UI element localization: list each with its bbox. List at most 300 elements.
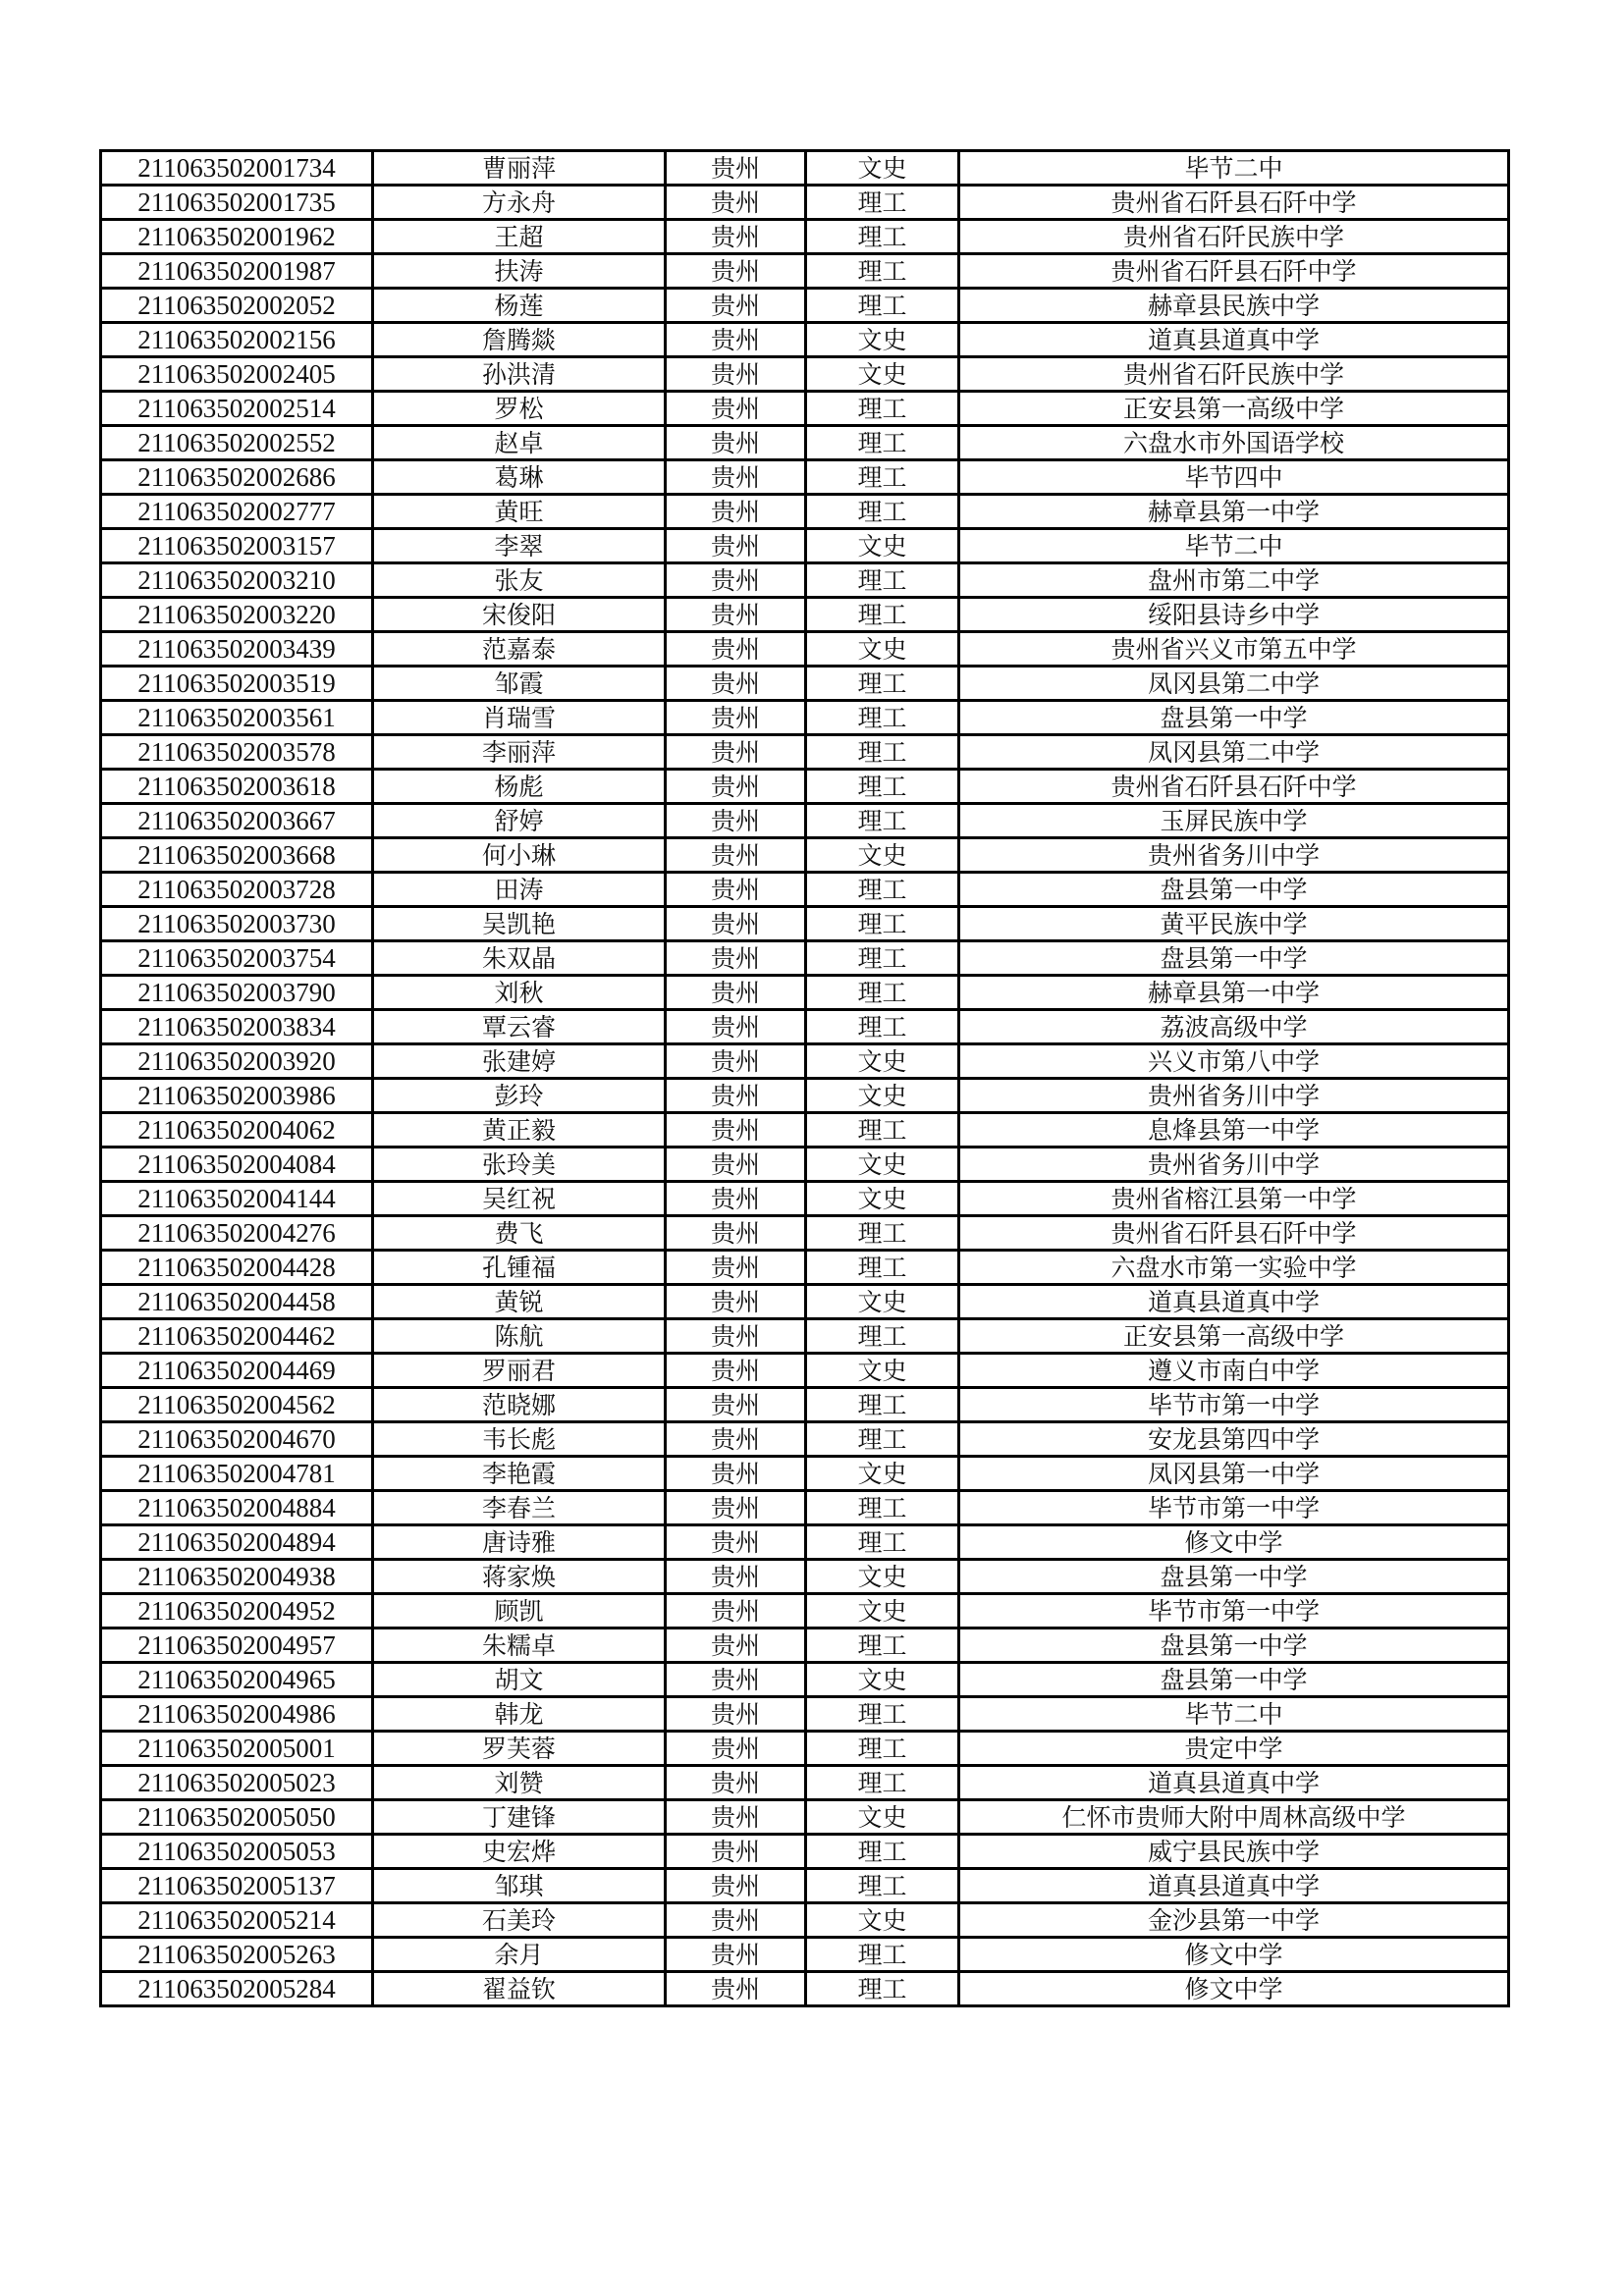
subject-track-cell: 文史 [806, 151, 959, 186]
student-name-cell: 张玲美 [373, 1148, 666, 1182]
province-cell: 贵州 [666, 667, 806, 701]
school-name-cell: 正安县第一高级中学 [959, 1319, 1509, 1354]
school-name-cell: 毕节四中 [959, 460, 1509, 495]
candidate-id-cell: 211063502005137 [101, 1869, 373, 1903]
student-name-cell: 陈航 [373, 1319, 666, 1354]
subject-track-cell: 文史 [806, 1457, 959, 1491]
subject-track-cell: 文史 [806, 1354, 959, 1388]
subject-track-cell: 理工 [806, 1732, 959, 1766]
subject-track-cell: 文史 [806, 632, 959, 667]
student-name-cell: 覃云睿 [373, 1010, 666, 1044]
candidate-id-cell: 211063502003519 [101, 667, 373, 701]
student-name-cell: 史宏烨 [373, 1835, 666, 1869]
province-cell: 贵州 [666, 392, 806, 426]
school-name-cell: 毕节二中 [959, 529, 1509, 563]
student-name-cell: 胡文 [373, 1663, 666, 1697]
student-name-cell: 李丽萍 [373, 735, 666, 770]
table-row [101, 1182, 1509, 1216]
candidate-id-cell: 211063502004957 [101, 1629, 373, 1663]
school-name-cell: 凤冈县第二中学 [959, 667, 1509, 701]
subject-track-cell: 理工 [806, 289, 959, 323]
subject-track-cell: 理工 [806, 1422, 959, 1457]
candidate-id-cell: 211063502002552 [101, 426, 373, 460]
province-cell: 贵州 [666, 1869, 806, 1903]
province-cell: 贵州 [666, 1491, 806, 1525]
candidate-id-cell: 211063502004965 [101, 1663, 373, 1697]
student-name-cell: 张建婷 [373, 1044, 666, 1079]
province-cell: 贵州 [666, 1113, 806, 1148]
province-cell: 贵州 [666, 770, 806, 804]
subject-track-cell: 理工 [806, 460, 959, 495]
table-row [101, 1079, 1509, 1113]
candidate-id-cell: 211063502004986 [101, 1697, 373, 1732]
candidate-id-cell: 211063502002052 [101, 289, 373, 323]
province-cell: 贵州 [666, 976, 806, 1010]
subject-track-cell: 理工 [806, 1766, 959, 1800]
candidate-id-cell: 211063502004952 [101, 1594, 373, 1629]
school-name-cell: 盘县第一中学 [959, 873, 1509, 907]
candidate-id-cell: 211063502003730 [101, 907, 373, 941]
table-row [101, 1525, 1509, 1560]
school-name-cell: 贵州省务川中学 [959, 838, 1509, 873]
province-cell: 贵州 [666, 529, 806, 563]
table-row [101, 804, 1509, 838]
table-row [101, 598, 1509, 632]
province-cell: 贵州 [666, 941, 806, 976]
school-name-cell: 盘州市第二中学 [959, 563, 1509, 598]
candidate-id-cell: 211063502001734 [101, 151, 373, 186]
candidate-id-cell: 211063502001735 [101, 186, 373, 220]
student-name-cell: 罗芙蓉 [373, 1732, 666, 1766]
school-name-cell: 贵州省石阡县石阡中学 [959, 770, 1509, 804]
candidate-id-cell: 211063502003439 [101, 632, 373, 667]
table-row [101, 1285, 1509, 1319]
school-name-cell: 遵义市南白中学 [959, 1354, 1509, 1388]
subject-track-cell: 理工 [806, 804, 959, 838]
subject-track-cell: 理工 [806, 495, 959, 529]
student-name-cell: 罗丽君 [373, 1354, 666, 1388]
table-row [101, 1835, 1509, 1869]
province-cell: 贵州 [666, 1216, 806, 1251]
student-name-cell: 黄旺 [373, 495, 666, 529]
province-cell: 贵州 [666, 632, 806, 667]
candidate-id-cell: 211063502003668 [101, 838, 373, 873]
table-row [101, 941, 1509, 976]
subject-track-cell: 文史 [806, 1594, 959, 1629]
province-cell: 贵州 [666, 907, 806, 941]
province-cell: 贵州 [666, 1629, 806, 1663]
candidate-id-cell: 211063502003986 [101, 1079, 373, 1113]
province-cell: 贵州 [666, 1422, 806, 1457]
candidate-id-cell: 211063502005023 [101, 1766, 373, 1800]
subject-track-cell: 理工 [806, 598, 959, 632]
table-row [101, 151, 1509, 186]
candidate-id-cell: 211063502004469 [101, 1354, 373, 1388]
table-row [101, 392, 1509, 426]
table-row [101, 667, 1509, 701]
table-row [101, 1560, 1509, 1594]
school-name-cell: 贵州省石阡县石阡中学 [959, 1216, 1509, 1251]
school-name-cell: 修文中学 [959, 1938, 1509, 1972]
student-name-cell: 朱双晶 [373, 941, 666, 976]
candidate-id-cell: 211063502003728 [101, 873, 373, 907]
student-name-cell: 范晓娜 [373, 1388, 666, 1422]
table-row [101, 1869, 1509, 1903]
province-cell: 贵州 [666, 1835, 806, 1869]
table-row [101, 838, 1509, 873]
table-row [101, 1251, 1509, 1285]
table-row [101, 1594, 1509, 1629]
subject-track-cell: 理工 [806, 1010, 959, 1044]
table-row [101, 323, 1509, 357]
table-row [101, 1422, 1509, 1457]
candidate-id-cell: 211063502005214 [101, 1903, 373, 1938]
student-name-cell: 顾凯 [373, 1594, 666, 1629]
school-name-cell: 凤冈县第二中学 [959, 735, 1509, 770]
table-row [101, 1388, 1509, 1422]
table-row [101, 1491, 1509, 1525]
province-cell: 贵州 [666, 1594, 806, 1629]
candidate-id-cell: 211063502005263 [101, 1938, 373, 1972]
admission-list-table [99, 149, 1510, 2007]
province-cell: 贵州 [666, 1354, 806, 1388]
table-row [101, 1972, 1509, 2006]
subject-track-cell: 理工 [806, 770, 959, 804]
candidate-id-cell: 211063502003220 [101, 598, 373, 632]
province-cell: 贵州 [666, 735, 806, 770]
province-cell: 贵州 [666, 804, 806, 838]
school-name-cell: 毕节市第一中学 [959, 1594, 1509, 1629]
subject-track-cell: 理工 [806, 563, 959, 598]
school-name-cell: 盘县第一中学 [959, 1560, 1509, 1594]
candidate-id-cell: 211063502002686 [101, 460, 373, 495]
candidate-id-cell: 211063502003834 [101, 1010, 373, 1044]
subject-track-cell: 理工 [806, 1869, 959, 1903]
school-name-cell: 六盘水市第一实验中学 [959, 1251, 1509, 1285]
province-cell: 贵州 [666, 598, 806, 632]
table-row [101, 701, 1509, 735]
table-body [101, 151, 1509, 2006]
province-cell: 贵州 [666, 1319, 806, 1354]
school-name-cell: 贵定中学 [959, 1732, 1509, 1766]
school-name-cell: 息烽县第一中学 [959, 1113, 1509, 1148]
student-name-cell: 田涛 [373, 873, 666, 907]
student-name-cell: 肖瑞雪 [373, 701, 666, 735]
subject-track-cell: 文史 [806, 1044, 959, 1079]
student-name-cell: 何小琳 [373, 838, 666, 873]
student-name-cell: 王超 [373, 220, 666, 254]
candidate-id-cell: 211063502004062 [101, 1113, 373, 1148]
table-row [101, 1354, 1509, 1388]
table-row [101, 1148, 1509, 1182]
student-name-cell: 吴凯艳 [373, 907, 666, 941]
school-name-cell: 金沙县第一中学 [959, 1903, 1509, 1938]
candidate-id-cell: 211063502003578 [101, 735, 373, 770]
candidate-id-cell: 211063502004276 [101, 1216, 373, 1251]
school-name-cell: 道真县道真中学 [959, 1766, 1509, 1800]
province-cell: 贵州 [666, 1148, 806, 1182]
province-cell: 贵州 [666, 1251, 806, 1285]
table-row [101, 1113, 1509, 1148]
school-name-cell: 道真县道真中学 [959, 1285, 1509, 1319]
student-name-cell: 詹腾燚 [373, 323, 666, 357]
table-row [101, 735, 1509, 770]
province-cell: 贵州 [666, 701, 806, 735]
student-name-cell: 孔锺福 [373, 1251, 666, 1285]
student-name-cell: 黄正毅 [373, 1113, 666, 1148]
subject-track-cell: 理工 [806, 941, 959, 976]
subject-track-cell: 理工 [806, 186, 959, 220]
province-cell: 贵州 [666, 1525, 806, 1560]
school-name-cell: 凤冈县第一中学 [959, 1457, 1509, 1491]
subject-track-cell: 文史 [806, 1663, 959, 1697]
school-name-cell: 兴义市第八中学 [959, 1044, 1509, 1079]
school-name-cell: 贵州省石阡县石阡中学 [959, 186, 1509, 220]
province-cell: 贵州 [666, 563, 806, 598]
school-name-cell: 道真县道真中学 [959, 1869, 1509, 1903]
table-row [101, 220, 1509, 254]
candidate-id-cell: 211063502002405 [101, 357, 373, 392]
table-row [101, 289, 1509, 323]
province-cell: 贵州 [666, 1010, 806, 1044]
student-name-cell: 葛琳 [373, 460, 666, 495]
student-name-cell: 曹丽萍 [373, 151, 666, 186]
table-row [101, 1044, 1509, 1079]
table-row [101, 357, 1509, 392]
candidate-id-cell: 211063502003157 [101, 529, 373, 563]
student-name-cell: 罗松 [373, 392, 666, 426]
table-row [101, 254, 1509, 289]
subject-track-cell: 文史 [806, 1560, 959, 1594]
candidate-id-cell: 211063502002156 [101, 323, 373, 357]
student-name-cell: 彭玲 [373, 1079, 666, 1113]
school-name-cell: 正安县第一高级中学 [959, 392, 1509, 426]
subject-track-cell: 理工 [806, 1697, 959, 1732]
subject-track-cell: 理工 [806, 873, 959, 907]
province-cell: 贵州 [666, 1044, 806, 1079]
table-row [101, 426, 1509, 460]
candidate-id-cell: 211063502004938 [101, 1560, 373, 1594]
table-row [101, 632, 1509, 667]
school-name-cell: 贵州省务川中学 [959, 1079, 1509, 1113]
student-name-cell: 方永舟 [373, 186, 666, 220]
school-name-cell: 道真县道真中学 [959, 323, 1509, 357]
candidate-id-cell: 211063502002514 [101, 392, 373, 426]
subject-track-cell: 理工 [806, 1319, 959, 1354]
student-name-cell: 李翠 [373, 529, 666, 563]
province-cell: 贵州 [666, 1079, 806, 1113]
student-name-cell: 邹霞 [373, 667, 666, 701]
table-row [101, 1010, 1509, 1044]
province-cell: 贵州 [666, 1285, 806, 1319]
province-cell: 贵州 [666, 1800, 806, 1835]
subject-track-cell: 理工 [806, 667, 959, 701]
table-row [101, 1903, 1509, 1938]
subject-track-cell: 理工 [806, 907, 959, 941]
candidate-id-cell: 211063502003618 [101, 770, 373, 804]
student-name-cell: 张友 [373, 563, 666, 598]
candidate-id-cell: 211063502004428 [101, 1251, 373, 1285]
subject-track-cell: 理工 [806, 220, 959, 254]
subject-track-cell: 理工 [806, 1835, 959, 1869]
candidate-id-cell: 211063502003210 [101, 563, 373, 598]
student-name-cell: 扶涛 [373, 254, 666, 289]
candidate-id-cell: 211063502003920 [101, 1044, 373, 1079]
candidate-id-cell: 211063502004562 [101, 1388, 373, 1422]
school-name-cell: 荔波高级中学 [959, 1010, 1509, 1044]
table-row [101, 873, 1509, 907]
candidate-id-cell: 211063502005001 [101, 1732, 373, 1766]
candidate-id-cell: 211063502002777 [101, 495, 373, 529]
candidate-id-cell: 211063502004894 [101, 1525, 373, 1560]
subject-track-cell: 文史 [806, 1800, 959, 1835]
student-name-cell: 李艳霞 [373, 1457, 666, 1491]
table-row [101, 907, 1509, 941]
candidate-id-cell: 211063502004458 [101, 1285, 373, 1319]
province-cell: 贵州 [666, 1903, 806, 1938]
student-name-cell: 吴红祝 [373, 1182, 666, 1216]
table-row [101, 529, 1509, 563]
student-name-cell: 韩龙 [373, 1697, 666, 1732]
student-name-cell: 杨彪 [373, 770, 666, 804]
province-cell: 贵州 [666, 460, 806, 495]
school-name-cell: 修文中学 [959, 1972, 1509, 2006]
candidate-id-cell: 211063502004084 [101, 1148, 373, 1182]
province-cell: 贵州 [666, 1182, 806, 1216]
province-cell: 贵州 [666, 254, 806, 289]
province-cell: 贵州 [666, 357, 806, 392]
table-row [101, 1697, 1509, 1732]
school-name-cell: 赫章县第一中学 [959, 976, 1509, 1010]
student-name-cell: 孙洪清 [373, 357, 666, 392]
school-name-cell: 盘县第一中学 [959, 701, 1509, 735]
subject-track-cell: 理工 [806, 1525, 959, 1560]
subject-track-cell: 文史 [806, 838, 959, 873]
student-name-cell: 丁建锋 [373, 1800, 666, 1835]
table-row [101, 1938, 1509, 1972]
province-cell: 贵州 [666, 495, 806, 529]
school-name-cell: 六盘水市外国语学校 [959, 426, 1509, 460]
student-name-cell: 刘秋 [373, 976, 666, 1010]
province-cell: 贵州 [666, 1388, 806, 1422]
subject-track-cell: 文史 [806, 1903, 959, 1938]
student-name-cell: 翟益钦 [373, 1972, 666, 2006]
school-name-cell: 仁怀市贵师大附中周林高级中学 [959, 1800, 1509, 1835]
student-name-cell: 舒婷 [373, 804, 666, 838]
subject-track-cell: 理工 [806, 1113, 959, 1148]
student-name-cell: 李春兰 [373, 1491, 666, 1525]
province-cell: 贵州 [666, 1972, 806, 2006]
province-cell: 贵州 [666, 1560, 806, 1594]
province-cell: 贵州 [666, 838, 806, 873]
subject-track-cell: 理工 [806, 735, 959, 770]
candidate-id-cell: 211063502005284 [101, 1972, 373, 2006]
candidate-id-cell: 211063502004884 [101, 1491, 373, 1525]
table-row [101, 1216, 1509, 1251]
school-name-cell: 贵州省务川中学 [959, 1148, 1509, 1182]
school-name-cell: 黄平民族中学 [959, 907, 1509, 941]
province-cell: 贵州 [666, 1697, 806, 1732]
subject-track-cell: 理工 [806, 254, 959, 289]
subject-track-cell: 理工 [806, 1972, 959, 2006]
student-name-cell: 唐诗雅 [373, 1525, 666, 1560]
subject-track-cell: 理工 [806, 392, 959, 426]
subject-track-cell: 理工 [806, 1251, 959, 1285]
candidate-id-cell: 211063502003561 [101, 701, 373, 735]
school-name-cell: 威宁县民族中学 [959, 1835, 1509, 1869]
student-name-cell: 杨莲 [373, 289, 666, 323]
student-name-cell: 朱糯卓 [373, 1629, 666, 1663]
school-name-cell: 贵州省榕江县第一中学 [959, 1182, 1509, 1216]
province-cell: 贵州 [666, 873, 806, 907]
student-name-cell: 黄锐 [373, 1285, 666, 1319]
school-name-cell: 毕节市第一中学 [959, 1491, 1509, 1525]
school-name-cell: 修文中学 [959, 1525, 1509, 1560]
subject-track-cell: 理工 [806, 976, 959, 1010]
province-cell: 贵州 [666, 289, 806, 323]
province-cell: 贵州 [666, 186, 806, 220]
student-name-cell: 赵卓 [373, 426, 666, 460]
table-row [101, 1457, 1509, 1491]
table-row [101, 1319, 1509, 1354]
candidate-id-cell: 211063502004462 [101, 1319, 373, 1354]
subject-track-cell: 理工 [806, 1388, 959, 1422]
table-row [101, 1629, 1509, 1663]
student-name-cell: 邹琪 [373, 1869, 666, 1903]
subject-track-cell: 文史 [806, 323, 959, 357]
student-name-cell: 范嘉泰 [373, 632, 666, 667]
province-cell: 贵州 [666, 1938, 806, 1972]
candidate-id-cell: 211063502003667 [101, 804, 373, 838]
subject-track-cell: 文史 [806, 1182, 959, 1216]
candidate-id-cell: 211063502004781 [101, 1457, 373, 1491]
candidate-id-cell: 211063502003790 [101, 976, 373, 1010]
table-row [101, 770, 1509, 804]
school-name-cell: 毕节二中 [959, 1697, 1509, 1732]
province-cell: 贵州 [666, 323, 806, 357]
table-row [101, 1800, 1509, 1835]
school-name-cell: 绥阳县诗乡中学 [959, 598, 1509, 632]
subject-track-cell: 理工 [806, 1938, 959, 1972]
student-name-cell: 刘赞 [373, 1766, 666, 1800]
province-cell: 贵州 [666, 151, 806, 186]
subject-track-cell: 理工 [806, 1491, 959, 1525]
table-row [101, 1732, 1509, 1766]
school-name-cell: 赫章县民族中学 [959, 289, 1509, 323]
student-name-cell: 宋俊阳 [373, 598, 666, 632]
province-cell: 贵州 [666, 1457, 806, 1491]
province-cell: 贵州 [666, 220, 806, 254]
province-cell: 贵州 [666, 1732, 806, 1766]
student-name-cell: 石美玲 [373, 1903, 666, 1938]
table-row [101, 976, 1509, 1010]
school-name-cell: 毕节市第一中学 [959, 1388, 1509, 1422]
subject-track-cell: 文史 [806, 1285, 959, 1319]
province-cell: 贵州 [666, 1766, 806, 1800]
school-name-cell: 贵州省石阡民族中学 [959, 220, 1509, 254]
school-name-cell: 盘县第一中学 [959, 1663, 1509, 1697]
student-name-cell: 费飞 [373, 1216, 666, 1251]
school-name-cell: 贵州省石阡民族中学 [959, 357, 1509, 392]
student-name-cell: 韦长彪 [373, 1422, 666, 1457]
subject-track-cell: 理工 [806, 426, 959, 460]
candidate-id-cell: 211063502003754 [101, 941, 373, 976]
school-name-cell: 贵州省石阡县石阡中学 [959, 254, 1509, 289]
subject-track-cell: 理工 [806, 701, 959, 735]
candidate-id-cell: 211063502001987 [101, 254, 373, 289]
table-row [101, 186, 1509, 220]
student-name-cell: 余月 [373, 1938, 666, 1972]
